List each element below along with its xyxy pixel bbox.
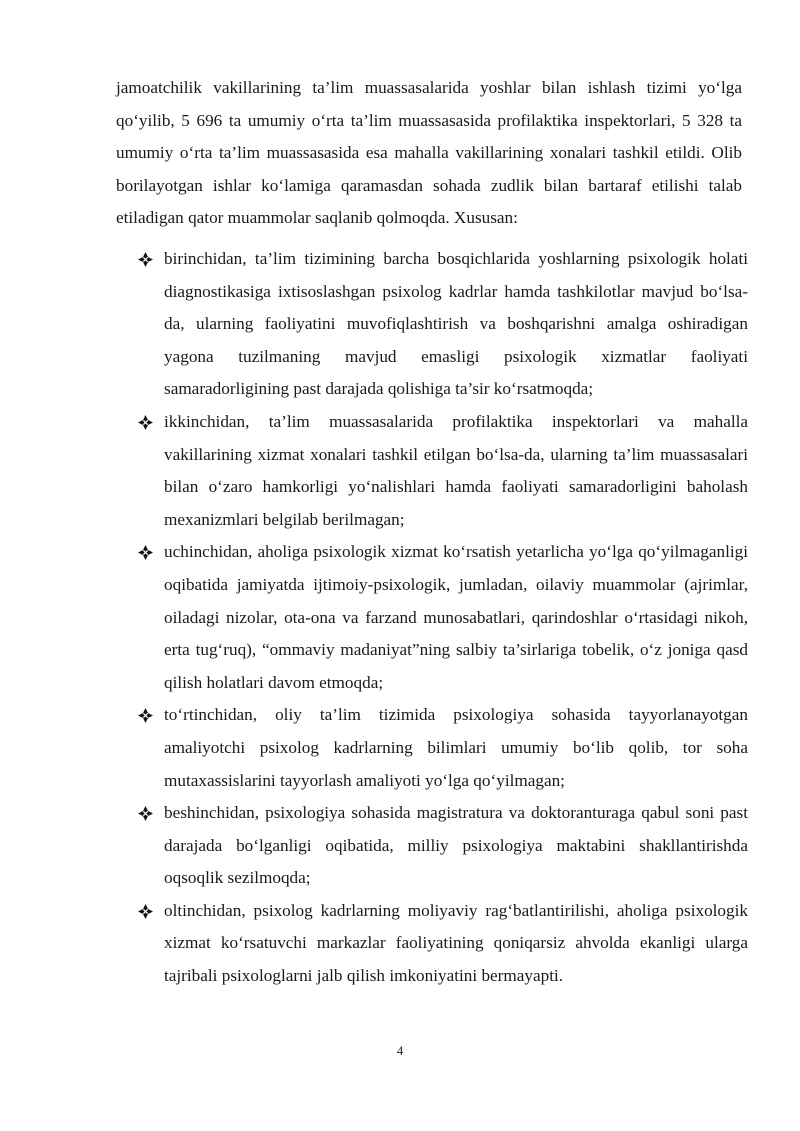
diamond-bullet-icon xyxy=(138,243,156,275)
diamond-bullet-icon xyxy=(138,895,156,927)
list-item-text: to‘rtinchidan, oliy ta’lim tizimida psixologiya sohasida tayyorlanayotgan amaliyotchi psixolog kadrlarning bilimlari umumiy bo‘lib qolib, tor soha mutaxassislarini tayyorlash amaliyoti yo‘lga qo‘yilmagan; xyxy=(164,705,748,790)
diamond-bullet-icon xyxy=(138,406,156,438)
list-item xyxy=(116,797,748,895)
list-item xyxy=(116,536,748,699)
list-item-text: ikkinchidan, ta’lim muassasalarida profilaktika inspektorlari va mahalla vakillarining xizmat xonalari tashkil etilgan bo‘lsa-da, ularning ta’lim muassasalari bilan o‘zaro hamkorligi yo‘nalishlari hamda faoliyati samaradorligini baholash mexanizmlari belgilab berilmagan; xyxy=(164,411,748,529)
issues-list xyxy=(116,243,748,993)
list-item-text: uchinchidan, aholiga psixologik xizmat ko‘rsatish yetarlicha yo‘lga qo‘yilmaganligi oqibatida jamiyatda ijtimoiy-psixologik, jumladan, oilaviy muammolar (ajrimlar, oiladagi nizolar, ota-ona va farzand munosabatlari, qarindoshlar o‘rtasidagi nikoh, erta tug‘ruq), “ommaviy madaniyat”ning salbiy ta’sirlariga tobelik, o‘z joniga qasd qilish holatlari davom etmoqda; xyxy=(164,542,748,692)
list-item-text: beshinchidan, psixologiya sohasida magistratura va doktoranturaga qabul soni past darajada bo‘lganligi oqibatida, milliy psixologiya maktabini shakllantirishda oqsoqlik sezilmoqda; xyxy=(164,803,748,888)
diamond-bullet-icon xyxy=(138,699,156,731)
diamond-bullet-icon xyxy=(138,536,156,568)
list-item xyxy=(116,699,748,797)
list-item xyxy=(116,895,748,993)
diamond-bullet-icon xyxy=(138,797,156,829)
page-number: 4 xyxy=(396,1043,404,1058)
list-item-text: oltinchidan, psixolog kadrlarning moliyaviy rag‘batlantirilishi, aholiga psixologik xizmat ko‘rsatuvchi markazlar faoliyatining qoniqarsiz ahvolda ekanligi ularga tajribali psixologlarni jalb qilish imkoniyatini bermayapti. xyxy=(164,900,748,986)
intro-paragraph: jamoatchilik vakillarining ta’lim muassasalarida yoshlar bilan ishlash tizimi yo‘lga qo‘yilib, 5 696 ta umumiy o‘rta ta’lim muassasasida profilaktika inspektorlari, 5 328 ta umumiy o‘rta ta’lim muassasasida esa mahalla vakillarining xonalari tashkil etildi. Olib borilayotgan ishlar ko‘lamiga qaramasdan sohada zudlik bilan bartaraf etilishi talab etiladigan qator muammolar saqlanib qolmoqda. Xususan: xyxy=(116,78,742,228)
list-item-text: birinchidan, ta’lim tizimining barcha bosqichlarida yoshlarning psixologik holati diagnostikasiga ixtisoslashgan psixolog kadrlar hamda tashkilotlar mavjud bo‘lsa-da, ularning faoliyatini muvofiqlashtirish va boshqarishni amalga oshiradigan yagona tuzilmaning mavjud emasligi psixologik xizmatlar faoliyati samaradorligining past darajada qolishiga ta’sir ko‘rsatmoqda; xyxy=(164,249,748,399)
list-item xyxy=(116,406,748,536)
list-item xyxy=(116,243,748,406)
